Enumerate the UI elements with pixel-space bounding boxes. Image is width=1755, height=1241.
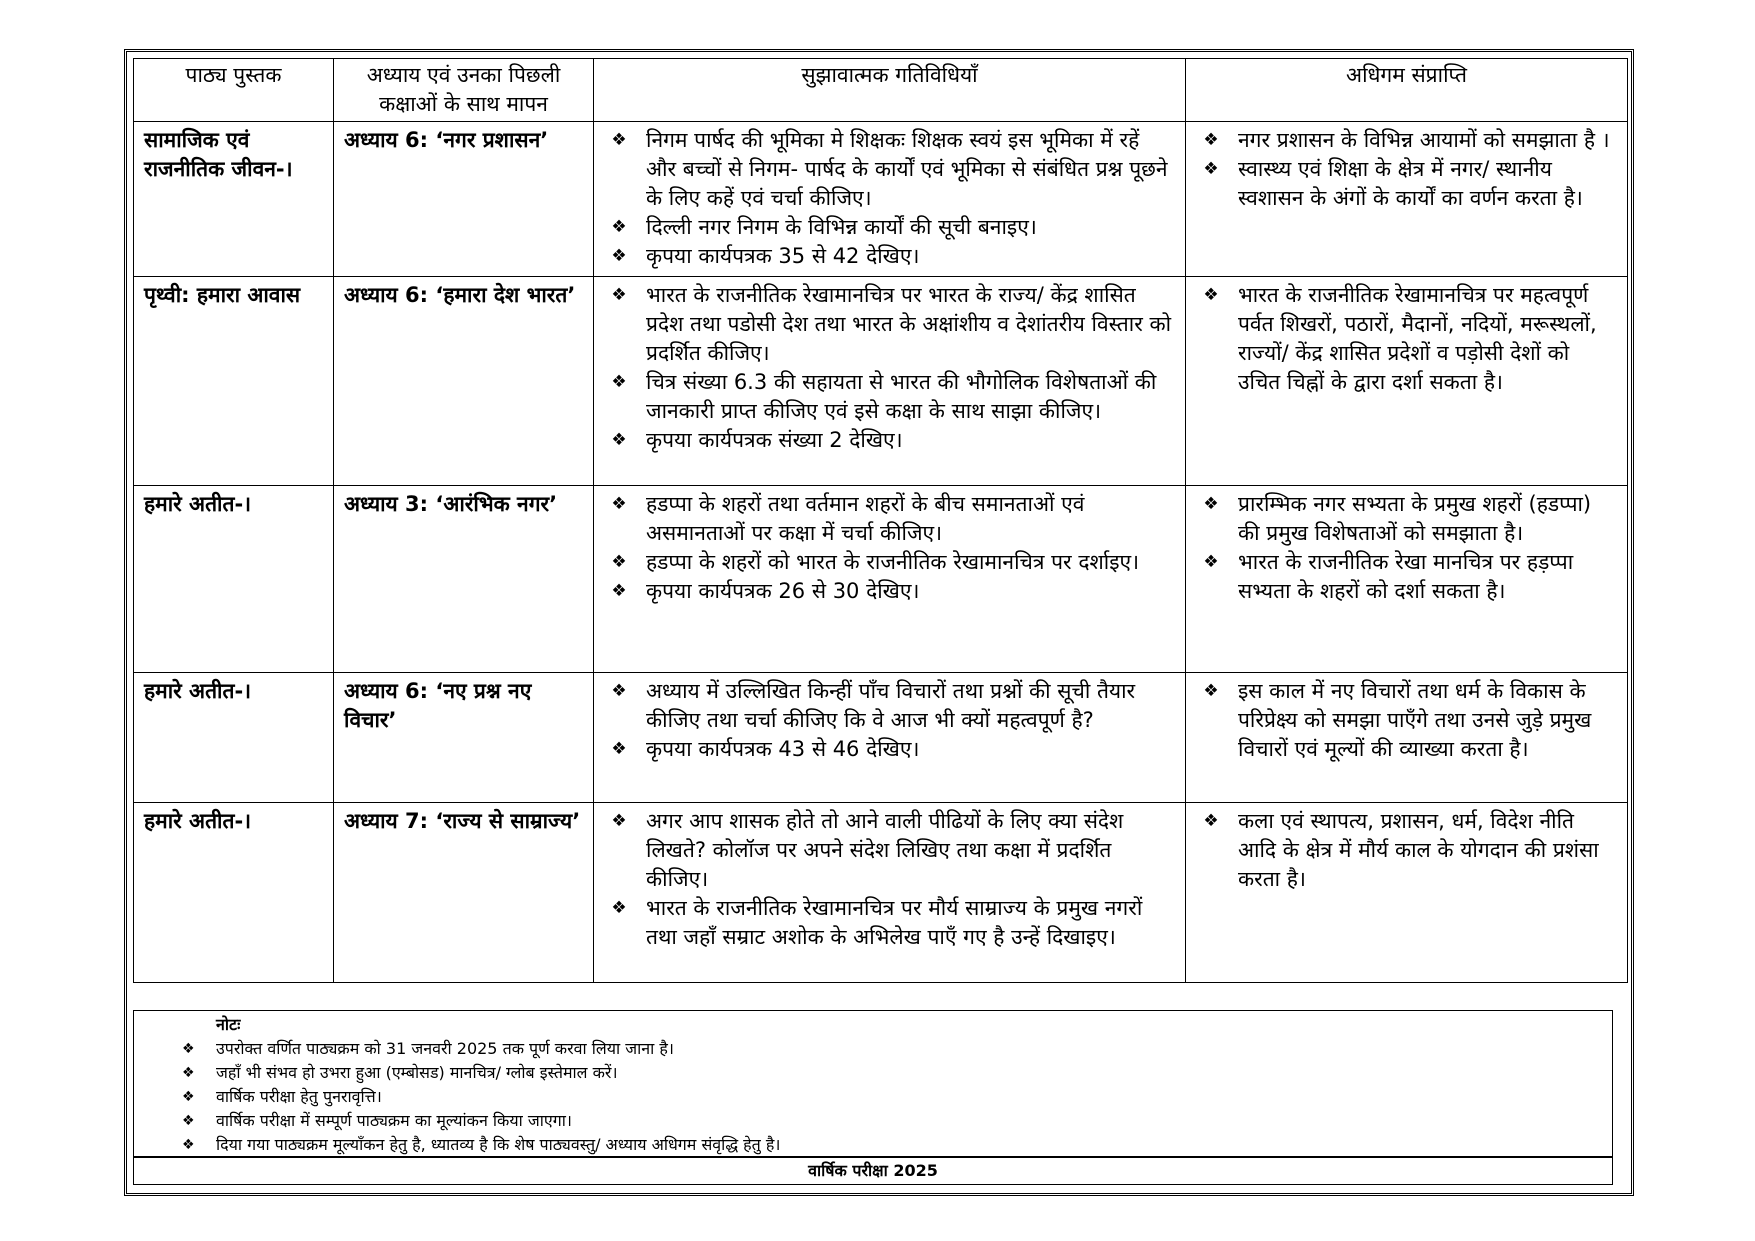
note-title: नोटः	[216, 1015, 241, 1034]
bullet-icon: ❖	[611, 285, 627, 305]
bullet-icon: ❖	[1203, 552, 1219, 572]
table-row	[134, 277, 1628, 486]
outcomes-cell	[1186, 673, 1628, 803]
bullet-icon: ❖	[611, 681, 627, 701]
note-item: ❖ दिया गया पाठ्यक्रम मूल्याँकन हेतु है, ध्यातव्य है कि शेष पाठ्यवस्तु/ अध्याय अधिगम संवृद्धि हेतु है।	[182, 1133, 1612, 1157]
book-cell: पृथ्वी: हमारा आवास	[134, 277, 334, 486]
syllabus-table	[133, 58, 1628, 983]
chapter-cell: अध्याय 6: ‘हमारा देश भारत’	[334, 277, 594, 486]
bullet-icon: ❖	[182, 1113, 195, 1129]
bullet-icon: ❖	[1203, 494, 1219, 514]
bullet-icon: ❖	[611, 811, 627, 831]
activities-cell	[594, 803, 1186, 983]
bullet-icon: ❖	[611, 552, 627, 572]
header-outcomes: अधिगम संप्राप्ति	[1186, 59, 1628, 122]
bullet-icon: ❖	[611, 372, 627, 392]
list-item: ❖ इस काल में नए विचारों तथा धर्म के विकास के परिप्रेक्ष्य को समझा पाएँगे तथा उनसे जुड़े प्रमुख विचारों एवं मूल्यों की व्याख्या करता है।	[1196, 677, 1617, 764]
header-activities: सुझावात्मक गतिविधियाँ	[594, 59, 1186, 122]
note-item: ❖ जहाँ भी संभव हो उभरा हुआ (एम्बोसड) मानचित्र/ ग्लोब इस्तेमाल करें।	[182, 1061, 1612, 1085]
outcomes-cell	[1186, 803, 1628, 983]
chapter-cell: अध्याय 6: ‘नए प्रश्न नए विचार’	[334, 673, 594, 803]
bullet-icon: ❖	[1203, 159, 1219, 179]
list-item: ❖ भारत के राजनीतिक रेखामानचित्र पर महत्वपूर्ण पर्वत शिखरों, पठारों, मैदानों, नदियों, मरूस्थलों, राज्यों/ केंद्र शासित प्रदेशों व पड़ोसी देशों को उचित चिह्नों के द्वारा दर्शा सकता है।	[1196, 281, 1617, 397]
table-row	[134, 122, 1628, 277]
note-item: ❖ उपरोक्त वर्णित पाठ्यक्रम को 31 जनवरी 2025 तक पूर्ण करवा लिया जाना है।	[182, 1037, 1612, 1061]
bullet-icon: ❖	[1203, 811, 1219, 831]
list-item: ❖ चित्र संख्या 6.3 की सहायता से भारत की भौगोलिक विशेषताओं की जानकारी प्राप्त कीजिए एवं इसे कक्षा के साथ साझा कीजिए।	[604, 368, 1175, 426]
list-item: ❖ नगर प्रशासन के विभिन्न आयामों को समझाता है ।	[1196, 126, 1617, 155]
table-row	[134, 673, 1628, 803]
note-item: ❖ वार्षिक परीक्षा में सम्पूर्ण पाठ्यक्रम का मूल्यांकन किया जाएगा।	[182, 1109, 1612, 1133]
list-item: ❖ कृपया कार्यपत्रक 26 से 30 देखिए।	[604, 577, 1175, 606]
list-item: ❖ भारत के राजनीतिक रेखामानचित्र पर भारत के राज्य/ केंद्र शासित प्रदेश तथा पडोसी देश तथा भारत के अक्षांशीय व देशांतरीय विस्तार को प्रदर्शित कीजिए।	[604, 281, 1175, 368]
bullet-icon: ❖	[182, 1065, 195, 1081]
list-item: ❖ अध्याय में उल्लिखित किन्हीं पाँच विचारों तथा प्रश्नों की सूची तैयार कीजिए तथा चर्चा कीजिए कि वे आज भी क्यों महत्वपूर्ण है?	[604, 677, 1175, 735]
activities-cell	[594, 486, 1186, 673]
bullet-icon: ❖	[611, 739, 627, 759]
list-item: ❖ कृपया कार्यपत्रक संख्या 2 देखिए।	[604, 426, 1175, 455]
bullet-icon: ❖	[611, 246, 627, 266]
list-item: ❖ स्वास्थ्य एवं शिक्षा के क्षेत्र में नगर/ स्थानीय स्वशासन के अंगों के कार्यों का वर्णन करता है।	[1196, 155, 1617, 213]
list-item: ❖ अगर आप शासक होते तो आने वाली पीढियों के लिए क्या संदेश लिखते? कोलॉज पर अपने संदेश लिखिए तथा कक्षा में प्रदर्शित कीजिए।	[604, 807, 1175, 894]
chapter-cell: अध्याय 7: ‘राज्य से साम्राज्य’	[334, 803, 594, 983]
chapter-cell: अध्याय 6: ‘नगर प्रशासन’	[334, 122, 594, 277]
bullet-icon: ❖	[611, 130, 627, 150]
list-item: ❖ दिल्ली नगर निगम के विभिन्न कार्यों की सूची बनाइए।	[604, 213, 1175, 242]
note-box	[133, 1010, 1613, 1157]
bullet-icon: ❖	[182, 1137, 195, 1153]
book-cell: हमारे अतीत-।	[134, 673, 334, 803]
list-item: ❖ हडप्पा के शहरों तथा वर्तमान शहरों के बीच समानताओं एवं असमानताओं पर कक्षा में चर्चा कीजिए।	[604, 490, 1175, 548]
list-item: ❖ हडप्पा के शहरों को भारत के राजनीतिक रेखामानचित्र पर दर्शाइए।	[604, 548, 1175, 577]
bullet-icon: ❖	[1203, 285, 1219, 305]
book-cell: हमारे अतीत-।	[134, 803, 334, 983]
bullet-icon: ❖	[611, 430, 627, 450]
header-chapter: अध्याय एवं उनका पिछली कक्षाओं के साथ मापन	[334, 59, 594, 122]
list-item: ❖ निगम पार्षद की भूमिका मे शिक्षकः शिक्षक स्वयं इस भूमिका में रहें और बच्चों से निगम- पार्षद के कार्यों एवं भूमिका से संबंधित प्रश्न पूछने के लिए कहें एवं चर्चा कीजिए।	[604, 126, 1175, 213]
footer-exam-title: वार्षिक परीक्षा 2025	[133, 1157, 1613, 1185]
bullet-icon: ❖	[1203, 130, 1219, 150]
activities-cell	[594, 122, 1186, 277]
book-cell: सामाजिक एवं राजनीतिक जीवन-।	[134, 122, 334, 277]
activities-cell	[594, 277, 1186, 486]
bullet-icon: ❖	[611, 581, 627, 601]
list-item: ❖ भारत के राजनीतिक रेखा मानचित्र पर हड़प्पा सभ्यता के शहरों को दर्शा सकता है।	[1196, 548, 1617, 606]
bullet-icon: ❖	[611, 217, 627, 237]
header-row	[134, 59, 1628, 122]
bullet-icon: ❖	[611, 898, 627, 918]
list-item: ❖ भारत के राजनीतिक रेखामानचित्र पर मौर्य साम्राज्य के प्रमुख नगरों तथा जहाँ सम्राट अशोक के अभिलेख पाएँ गए है उन्हें दिखाइए।	[604, 894, 1175, 952]
outcomes-cell	[1186, 122, 1628, 277]
bullet-icon: ❖	[611, 494, 627, 514]
bullet-icon: ❖	[182, 1041, 195, 1057]
activities-cell	[594, 673, 1186, 803]
chapter-cell: अध्याय 3: ‘आरंभिक नगर’	[334, 486, 594, 673]
book-cell: हमारे अतीत-।	[134, 486, 334, 673]
list-item: ❖ कृपया कार्यपत्रक 35 से 42 देखिए।	[604, 242, 1175, 271]
list-item: ❖ कृपया कार्यपत्रक 43 से 46 देखिए।	[604, 735, 1175, 764]
list-item: ❖ प्रारम्भिक नगर सभ्यता के प्रमुख शहरों (हडप्पा) की प्रमुख विशेषताओं को समझाता है।	[1196, 490, 1617, 548]
table-row	[134, 486, 1628, 673]
header-book: पाठ्य पुस्तक	[134, 59, 334, 122]
outcomes-cell	[1186, 486, 1628, 673]
outcomes-cell	[1186, 277, 1628, 486]
note-item: ❖ वार्षिक परीक्षा हेतु पुनरावृत्ति।	[182, 1085, 1612, 1109]
bullet-icon: ❖	[182, 1089, 195, 1105]
table-row	[134, 803, 1628, 983]
list-item: ❖ कला एवं स्थापत्य, प्रशासन, धर्म, विदेश नीति आदि के क्षेत्र में मौर्य काल के योगदान की प्रशंसा करता है।	[1196, 807, 1617, 894]
bullet-icon: ❖	[1203, 681, 1219, 701]
